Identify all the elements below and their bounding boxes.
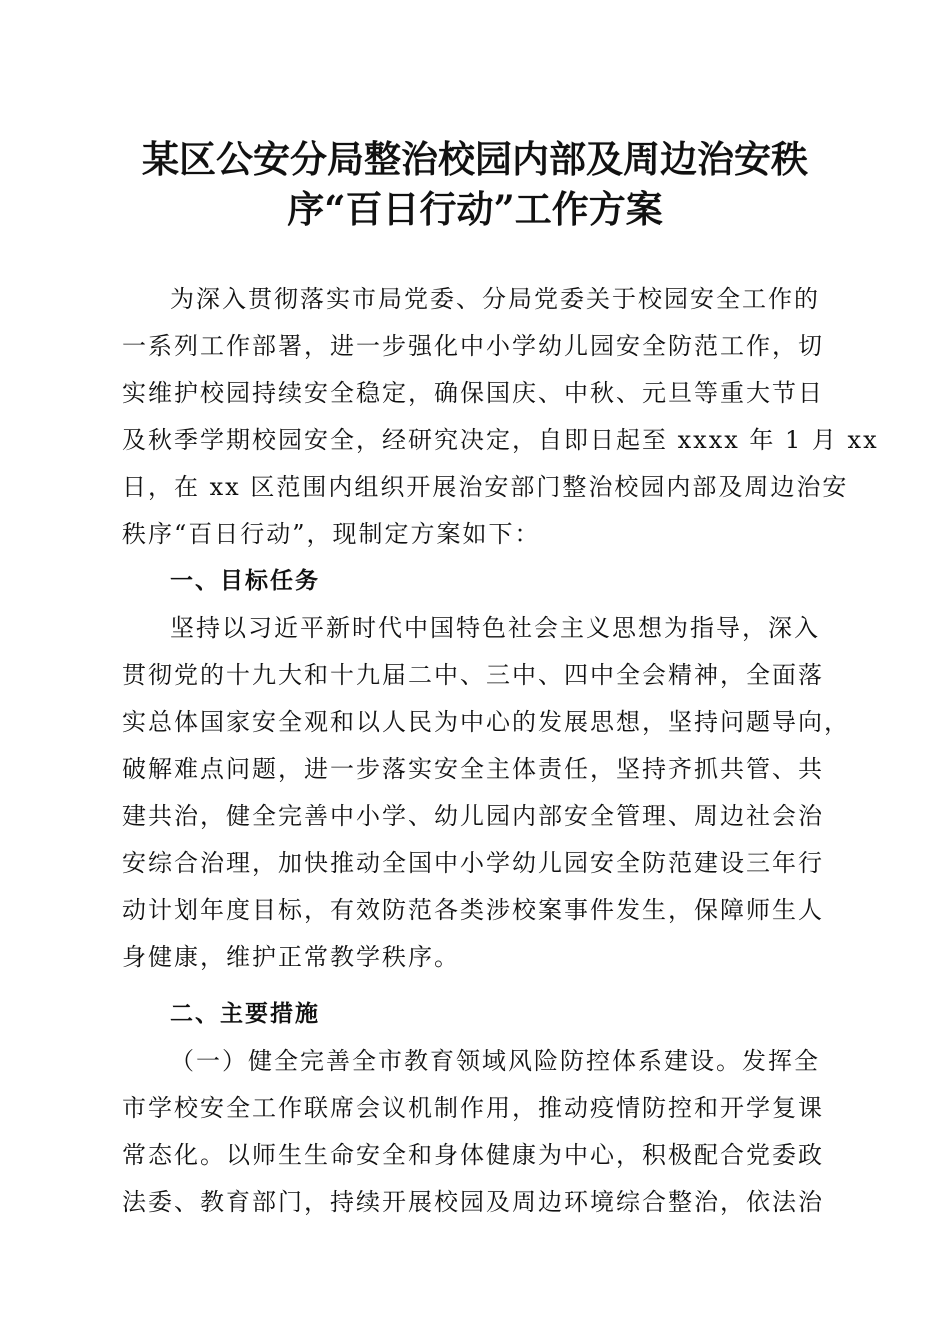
section1-line: 建共治，健全完善中小学、幼儿园内部安全管理、周边社会治 [122, 802, 824, 830]
section1-line: 坚持以习近平新时代中国特色社会主义思想为指导，深入 [170, 614, 820, 642]
section1-line: 动计划年度目标，有效防范各类涉校案事件发生，保障师生人 [122, 896, 824, 924]
intro-line: 秩序“百日行动”，现制定方案如下： [122, 520, 541, 548]
section1-line: 贯彻党的十九大和十九届二中、三中、四中全会精神，全面落 [122, 661, 824, 689]
intro-line: 一系列工作部署，进一步强化中小学幼儿园安全防范工作，切 [122, 332, 824, 360]
intro-line: 实维护校园持续安全稳定，确保国庆、中秋、元旦等重大节日 [122, 379, 824, 407]
title-line-1: 某区公安分局整治校园内部及周边治安秩 [142, 137, 808, 181]
intro-line: 日，在 xx 区范围内组织开展治安部门整治校园内部及周边治安 [122, 473, 849, 501]
section2-line: 常态化。以师生生命安全和身体健康为中心，积极配合党委政 [122, 1141, 824, 1169]
intro-line: 及秋季学期校园安全，经研究决定，自即日起至 xxxx 年 1 月 xx [122, 426, 879, 454]
section2-line: （一）健全完善全市教育领域风险防控体系建设。发挥全 [170, 1047, 820, 1075]
section1-line: 安综合治理，加快推动全国中小学幼儿园安全防范建设三年行 [122, 849, 824, 877]
document-title [60, 134, 890, 234]
section-heading-goals: 一、目标任务 [170, 568, 320, 594]
section-heading-measures: 二、主要措施 [170, 1001, 320, 1027]
document-body [122, 276, 879, 1226]
section1-line: 实总体国家安全观和以人民为中心的发展思想，坚持问题导向， [122, 708, 850, 736]
section2-line: 市学校安全工作联席会议机制作用，推动疫情防控和开学复课 [122, 1094, 824, 1122]
section1-line: 破解难点问题，进一步落实安全主体责任，坚持齐抓共管、共 [122, 755, 824, 783]
section2-line: 法委、教育部门，持续开展校园及周边环境综合整治，依法治 [122, 1188, 824, 1216]
intro-line: 为深入贯彻落实市局党委、分局党委关于校园安全工作的 [170, 285, 820, 313]
section1-line: 身健康，维护正常教学秩序。 [122, 943, 460, 971]
section-spacer [122, 981, 832, 991]
title-line-2: 序“百日行动”工作方案 [287, 187, 663, 231]
